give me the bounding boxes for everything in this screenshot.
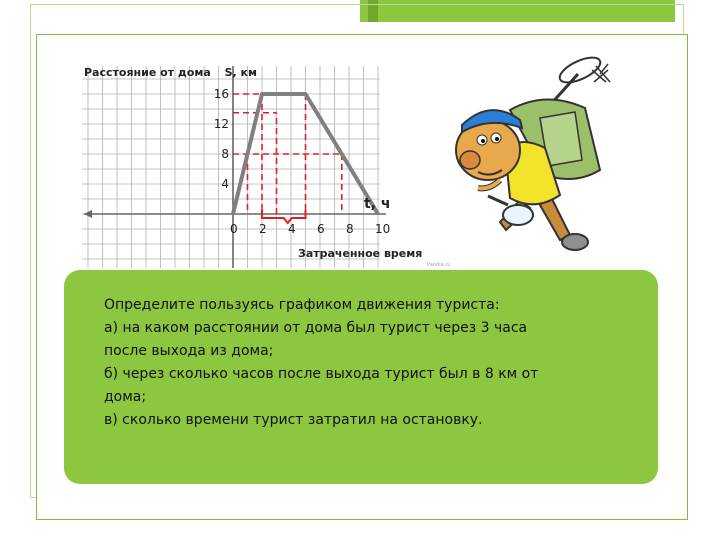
task-line: б) через сколько часов после выхода турист был в 8 км от bbox=[104, 366, 539, 382]
y-tick-label: 4 bbox=[221, 177, 229, 191]
x-axis-unit: t, ч bbox=[364, 196, 391, 212]
x-tick-label: 0 bbox=[230, 222, 238, 236]
y-axis-title-text: Расстояние от дома bbox=[84, 66, 211, 79]
y-axis-title bbox=[84, 66, 257, 79]
task-text bbox=[104, 294, 644, 432]
chart-guides bbox=[233, 94, 342, 223]
task-line: а) на каком расстоянии от дома был турист через 3 часа bbox=[104, 320, 528, 336]
task-line: дома; bbox=[104, 389, 147, 405]
x-tick-label: 10 bbox=[375, 222, 391, 236]
x-tick-label: 2 bbox=[259, 222, 267, 236]
x-tick-label: 8 bbox=[346, 222, 354, 236]
watermark: Pandia.ru bbox=[427, 262, 451, 268]
y-tick-label: 16 bbox=[213, 87, 229, 101]
chart-axes bbox=[84, 66, 386, 268]
x-axis-title: Затраченное время bbox=[298, 247, 423, 260]
x-tick-label: 4 bbox=[288, 222, 296, 236]
tourist-illustration bbox=[456, 53, 610, 250]
y-tick-label: 8 bbox=[221, 147, 229, 161]
task-line: после выхода из дома; bbox=[104, 343, 274, 359]
y-axis-unit: S, км bbox=[224, 66, 257, 79]
x-tick-label: 6 bbox=[317, 222, 325, 236]
chart-grid bbox=[82, 66, 380, 268]
y-tick-label: 12 bbox=[213, 117, 229, 131]
stop-interval-marker bbox=[262, 210, 306, 223]
task-line: в) сколько времени турист затратил на остановку. bbox=[104, 412, 483, 428]
task-line: Определите пользуясь графиком движения туриста: bbox=[104, 297, 500, 313]
